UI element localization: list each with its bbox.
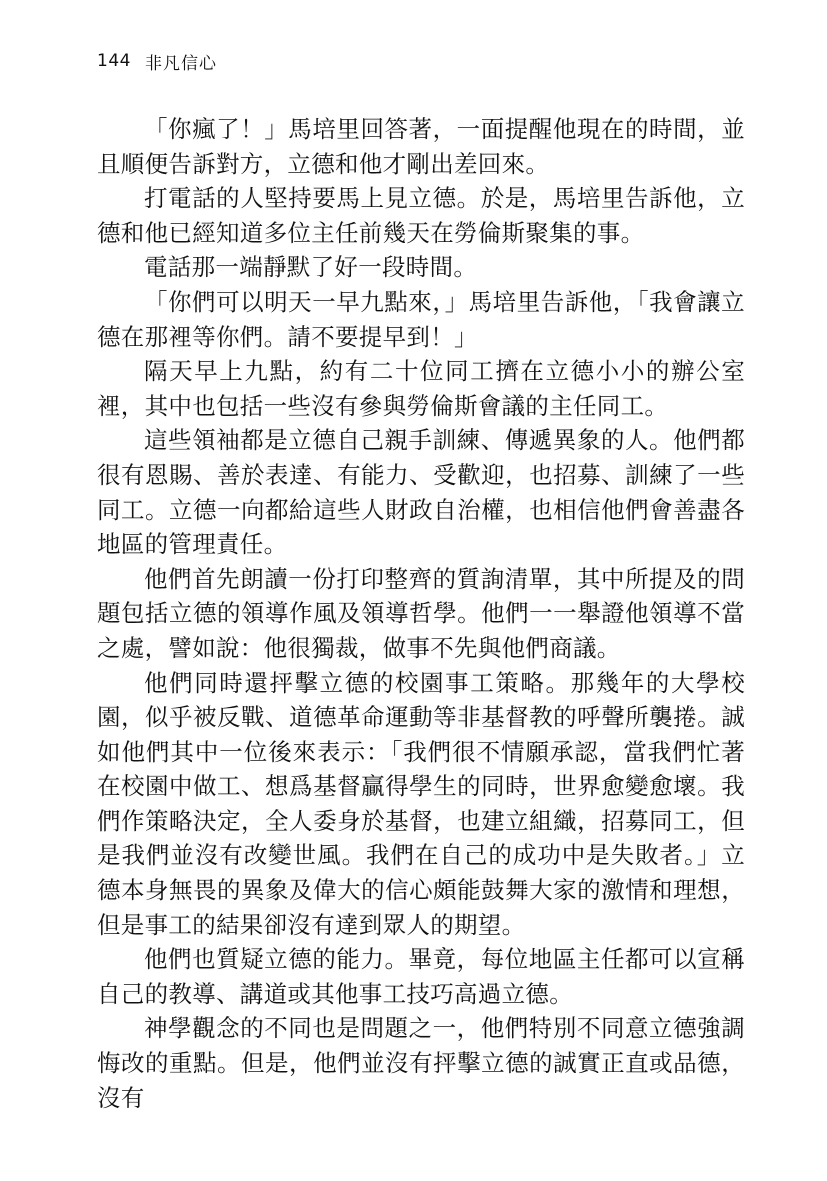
page-number: 144 (97, 51, 131, 71)
body-text (97, 112, 745, 1115)
running-header (97, 46, 217, 76)
paragraph: 「你們可以明天一早九點來，」馬培里告訴他，「我會讓立德在那裡等你們。請不要提早到！」 (97, 287, 745, 351)
paragraph: 打電話的人堅持要馬上見立德。於是，馬培里告訴他，立德和他已經知道多位主任前幾天在勞倫斯聚集的事。 (97, 184, 745, 247)
paragraph: 「你瘋了！」馬培里回答著，一面提醒他現在的時間，並且順便告訴對方，立德和他才剛出差回來。 (97, 115, 745, 178)
paragraph: 電話那一端靜默了好一段時間。 (144, 253, 478, 282)
paragraph: 隔天早上九點，約有二十位同工擠在立德小小的辦公室裡，其中也包括一些沒有參與勞倫斯會議的主任同工。 (97, 357, 745, 420)
paragraph: 這些領袖都是立德自己親手訓練、傳遞異象的人。他們都很有恩賜、善於表達、有能力、受歡迎，也招募、訓練了一些同工。立德一向都給這些人財政自治權，也相信他們會善盡各地區的管理責任。 (97, 426, 745, 559)
paragraph: 他們也質疑立德的能力。畢竟，每位地區主任都可以宣稱自己的教導、講道或其他事工技巧高過立德。 (97, 945, 745, 1008)
paragraph: 他們首先朗讀一份打印整齊的質詢清單，其中所提及的問題包括立德的領導作風及領導哲學。他們一一舉證他領導不當之處，譬如說：他很獨裁，做事不先與他們商議。 (97, 564, 745, 662)
book-title: 非凡信心 (144, 53, 217, 74)
paragraph: 神學觀念的不同也是問題之一，他們特別不同意立德強調悔改的重點。但是，他們並沒有抨擊立德的誠實正直或品德，沒有 (97, 1014, 745, 1112)
paragraph: 他們同時還抨擊立德的校園事工策略。那幾年的大學校園，似乎被反戰、道德革命運動等非基督教的呼聲所襲捲。誠如他們其中一位後來表示：「我們很不情願承認，當我們忙著在校園中做工、想爲基督贏得學生的同時，世界愈變愈壞。我們作策略決定，全人委身於基督，也建立組織，招募同工，但是我們並沒有改變世風。我們在自己的成功中是失敗者。」立德本身無畏的異象及偉大的信心頗能鼓舞大家的激情和理想，但是事工的結果卻沒有達到眾人的期望。 (97, 668, 745, 939)
